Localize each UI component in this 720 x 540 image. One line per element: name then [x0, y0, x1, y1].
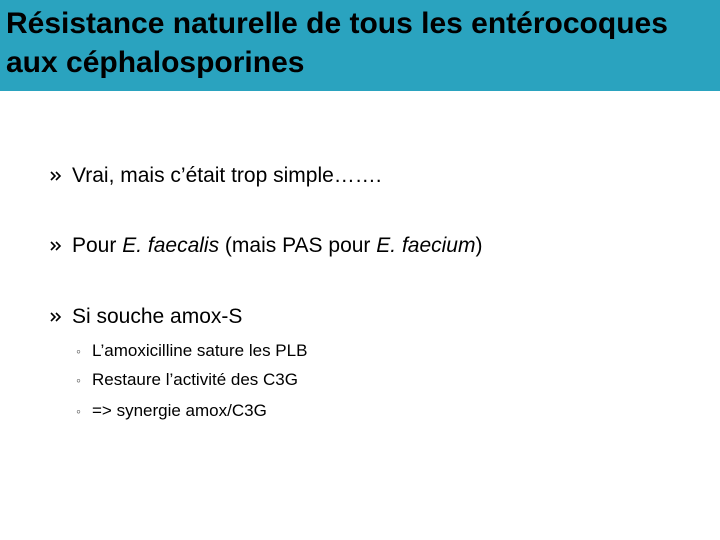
- hollow-circle-icon: ◦: [76, 372, 81, 388]
- bullet-text: Vrai, mais c’était trop simple…….: [72, 164, 382, 187]
- species-name: E. faecalis: [122, 234, 220, 257]
- slide-title-line-2: aux céphalosporines: [6, 46, 305, 79]
- sub-bullet-text: => synergie amox/C3G: [92, 401, 267, 420]
- bullet-text: [72, 233, 482, 259]
- sub-bullet-text: L’amoxicilline sature les PLB: [92, 341, 308, 360]
- bullet-text-part: Pour: [72, 234, 123, 257]
- species-name: E. faecium: [376, 234, 476, 257]
- sub-bullet-text: Restaure l’activité des C3G: [92, 370, 298, 389]
- bullet-text-part: ): [475, 234, 483, 257]
- double-chevron-icon: [50, 168, 62, 184]
- bullet-text: Si souche amox-S: [72, 305, 243, 328]
- hollow-circle-icon: ◦: [76, 343, 81, 359]
- slide-title-line-1: Résistance naturelle de tous les entérocoques: [6, 7, 668, 40]
- double-chevron-icon: [50, 238, 62, 254]
- title-bar: [0, 0, 720, 91]
- slide-title: [6, 4, 711, 82]
- bullet-text-part: (mais PAS pour: [219, 234, 377, 257]
- hollow-circle-icon: ◦: [76, 403, 81, 419]
- double-chevron-icon: [50, 309, 62, 325]
